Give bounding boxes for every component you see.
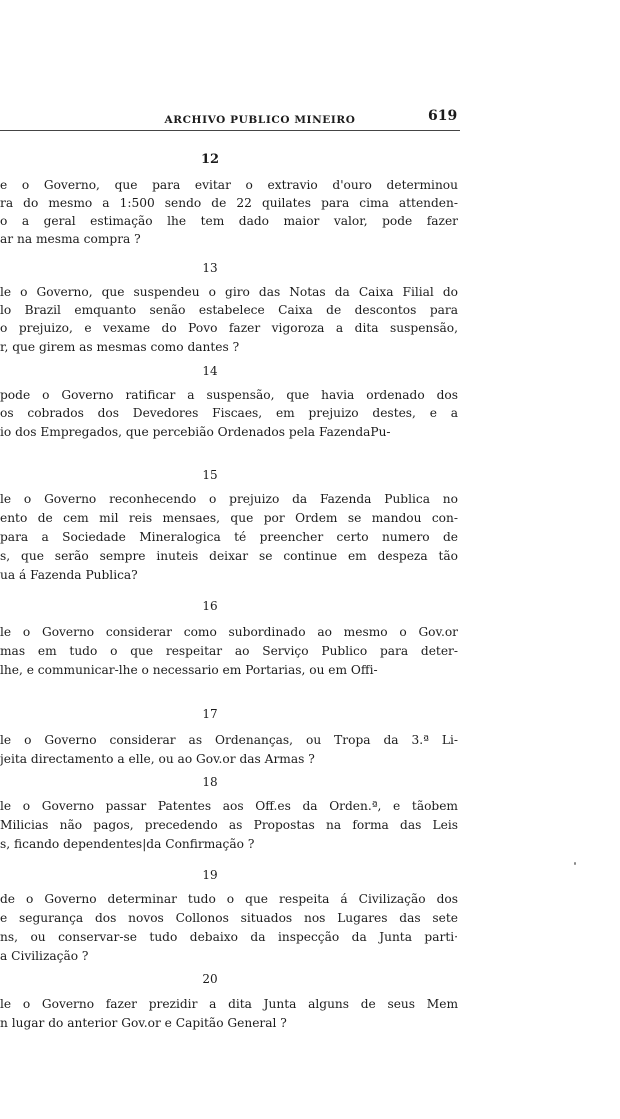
question-number-13: 13: [202, 261, 218, 275]
scan-speck: [574, 862, 576, 865]
text-line: r, que girem as mesmas como dantes ?: [0, 340, 240, 354]
text-line: Milicias não pagos, precedendo as Propostas na forma das Leis: [0, 818, 458, 832]
text-line: n lugar do anterior Gov.or e Capitão General ?: [0, 1016, 287, 1030]
text-line: s, ficando dependentes|da Confirmação ?: [0, 837, 255, 851]
text-line: mas em tudo o que respeitar ao Serviço Publico para deter-: [0, 644, 458, 658]
text-line: io dos Empregados, que percebião Ordenados pela FazendaPu-: [0, 425, 391, 439]
text-line: ra do mesmo a 1:500 sendo de 22 quilates para cima attenden-: [0, 196, 458, 210]
text-line: lhe, e communicar-lhe o necessario em Portarias, ou em Offi-: [0, 663, 378, 677]
text-line: ar na mesma compra ?: [0, 232, 141, 246]
text-line: jeita directamento a elle, ou ao Gov.or das Armas ?: [0, 752, 315, 766]
text-line: a Civilização ?: [0, 949, 89, 963]
text-line: de o Governo determinar tudo o que respeita á Civilização dos: [0, 892, 458, 906]
text-line: ento de cem mil reis mensaes, que por Ordem se mandou con-: [0, 511, 458, 525]
text-line: s, que serão sempre inuteis deixar se continue em despeza tão: [0, 549, 458, 563]
question-number-20: 20: [202, 972, 218, 986]
text-line: le o Governo reconhecendo o prejuizo da Fazenda Publica no: [0, 492, 458, 506]
text-line: o a geral estimação lhe tem dado maior valor, pode fazer: [0, 214, 458, 228]
page-number: 619: [428, 108, 458, 124]
text-line: lo Brazil emquanto senão estabelece Caixa de descontos para: [0, 303, 458, 317]
text-line: para a Sociedade Mineralogica té preencher certo numero de: [0, 530, 458, 544]
text-line: ns, ou conservar-se tudo debaixo da inspecção da Junta parti·: [0, 930, 458, 944]
text-line: e segurança dos novos Collonos situados nos Lugares das sete: [0, 911, 458, 925]
question-number-14: 14: [202, 364, 218, 378]
text-line: le o Governo, que suspendeu o giro das Notas da Caixa Filial do: [0, 285, 458, 299]
text-line: e o Governo, que para evitar o extravio d'ouro determinou: [0, 178, 458, 192]
text-line: os cobrados dos Devedores Fiscaes, em prejuizo destes, e a: [0, 406, 458, 420]
question-number-16: 16: [202, 599, 218, 613]
question-number-15: 15: [202, 468, 218, 482]
text-line: o prejuizo, e vexame do Povo fazer vigoroza a dita suspensão,: [0, 321, 458, 335]
question-number-19: 19: [202, 868, 218, 882]
question-number-17: 17: [202, 707, 218, 721]
text-line: le o Governo fazer prezidir a dita Junta alguns de seus Mem: [0, 997, 458, 1011]
text-line: pode o Governo ratificar a suspensão, que havia ordenado dos: [0, 388, 458, 402]
question-number-12: 12: [200, 152, 220, 167]
text-line: le o Governo considerar como subordinado ao mesmo o Gov.or: [0, 625, 458, 639]
header-title: ARCHIVO PUBLICO MINEIRO: [164, 114, 356, 126]
text-line: le o Governo passar Patentes aos Off.es da Orden.ª, e tãobem: [0, 799, 458, 813]
header-rule: [0, 130, 460, 131]
question-number-18: 18: [202, 775, 218, 789]
text-line: ua á Fazenda Publica?: [0, 568, 138, 582]
text-line: le o Governo considerar as Ordenanças, ou Tropa da 3.ª Li-: [0, 733, 458, 747]
